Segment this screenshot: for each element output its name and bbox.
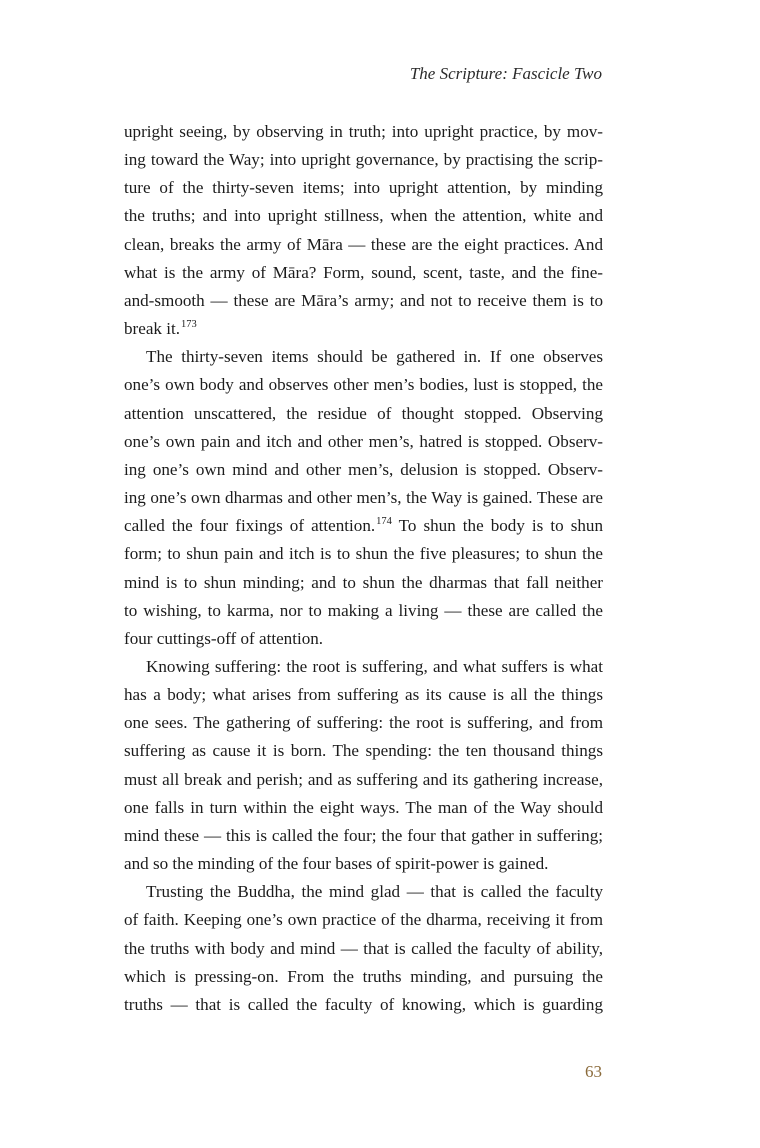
text-line: called the four fixings of attention. (124, 516, 376, 536)
text-line-with-note (124, 512, 603, 540)
text-line: ing one’s own dharmas and other men’s, the Way is gained. These are (124, 488, 603, 508)
text-line: The thirty-seven items should be gathered in. If one observes (146, 347, 603, 367)
text-line: one’s own pain and itch and other men’s, hatred is stopped. Observ- (124, 431, 603, 451)
text-line: which is pressing-on. From the truths minding, and pursuing the (124, 966, 603, 986)
text-line: and so the minding of the four bases of spirit-power is gained. (124, 854, 549, 874)
text-line: one sees. The gathering of suffering: the root is suffering, and from (124, 713, 603, 733)
running-head: The Scripture: Fascicle Two (409, 64, 602, 83)
text-line: ture of the thirty-seven items; into upright attention, by minding (124, 178, 603, 198)
text-line: clean, breaks the army of Māra — these are the eight practices. And (124, 234, 603, 254)
paragraph-1 (124, 118, 603, 343)
text-line: and-smooth — these are Māra’s army; and not to receive them is to (124, 290, 603, 310)
page-number: 63 (585, 1062, 602, 1081)
text-line: mind these — this is called the four; the four that gather in suffering; (124, 825, 603, 845)
paragraph-3 (124, 653, 603, 878)
paragraph-2 (124, 343, 603, 653)
text-line: of faith. Keeping one’s own practice of the dharma, receiving it from (124, 910, 603, 930)
text-line: to wishing, to karma, nor to making a living — these are called the (124, 600, 603, 620)
text-line: has a body; what arises from suffering as its cause is all the things (124, 685, 603, 705)
footnote-marker: 173 (181, 319, 197, 331)
text-line: upright seeing, by observing in truth; into upright practice, by mov- (124, 122, 603, 141)
text-line: form; to shun pain and itch is to shun the five pleasures; to shun the (124, 544, 603, 564)
text-line: Knowing suffering: the root is suffering, and what suffers is what (146, 656, 603, 676)
text-line-continuation: To shun the body is to shun (391, 516, 603, 536)
text-line: the truths with body and mind — that is called the faculty of ability, (124, 938, 603, 958)
text-line: Trusting the Buddha, the mind glad — that is called the faculty (146, 882, 603, 902)
text-line: attention unscattered, the residue of thought stopped. Observing (124, 403, 603, 423)
text-line: one’s own body and observes other men’s bodies, lust is stopped, the (124, 375, 603, 395)
text-line: mind is to shun minding; and to shun the dharmas that fall neither (124, 572, 603, 592)
text-line: ing one’s own mind and other men’s, delusion is stopped. Observ- (124, 459, 603, 479)
text-line: break it. (124, 319, 181, 339)
body-text (124, 118, 603, 1019)
paragraph-4 (124, 878, 603, 1019)
text-line: the truths; and into upright stillness, when the attention, white and (124, 206, 603, 226)
text-line: must all break and perish; and as suffering and its gathering increase, (124, 769, 603, 789)
text-line: what is the army of Māra? Form, sound, scent, taste, and the fine- (124, 262, 603, 282)
text-line: suffering as cause it is born. The spending: the ten thousand things (124, 741, 603, 761)
text-line: four cuttings-off of attention. (124, 628, 324, 648)
footnote-marker: 174 (376, 516, 392, 528)
text-line: truths — that is called the faculty of knowing, which is guarding (124, 994, 603, 1014)
text-line-with-note (124, 315, 603, 343)
text-line: ing toward the Way; into upright governance, by practising the scrip- (124, 150, 603, 170)
text-line: one falls in turn within the eight ways. The man of the Way should (124, 797, 603, 817)
